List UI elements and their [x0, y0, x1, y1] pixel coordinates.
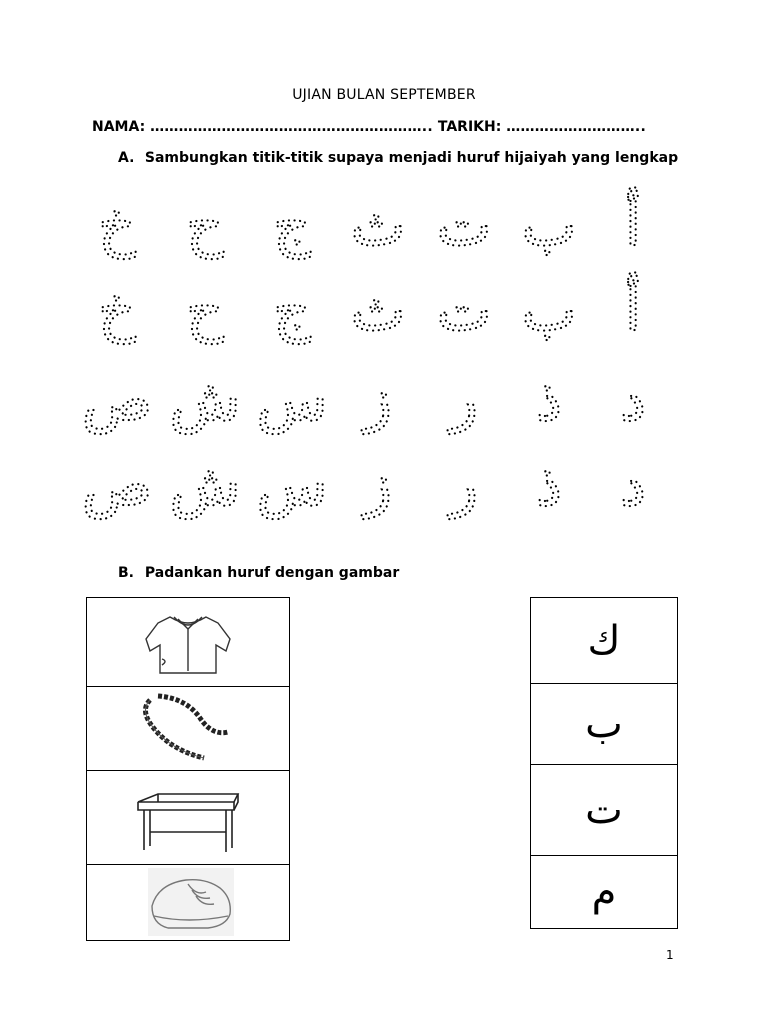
trace-letter: ذ	[536, 451, 562, 519]
picture-cell-shirt[interactable]	[87, 598, 290, 687]
name-label: NAMA:	[92, 119, 146, 135]
table-icon	[88, 772, 288, 863]
trace-letter: د	[620, 366, 646, 434]
section-b-instruction: Padankan huruf dengan gambar	[144, 565, 400, 581]
trace-letter: ش	[169, 366, 241, 434]
section-b-heading	[118, 565, 399, 581]
trace-letter: ج	[273, 191, 311, 259]
trace-letter: ح	[186, 191, 224, 259]
trace-letter: ح	[186, 276, 224, 344]
trace-letter: ز	[363, 451, 393, 519]
rope-icon	[88, 688, 288, 769]
trace-letter: س	[256, 366, 328, 434]
shoe-icon	[88, 866, 288, 939]
picture-cell-shoe[interactable]	[87, 865, 290, 941]
trace-letter: ث	[350, 191, 406, 259]
trace-letter: ت	[436, 276, 492, 344]
trace-letter: أ	[624, 276, 642, 344]
letter-table	[530, 597, 678, 929]
exam-title: UJIAN BULAN SEPTEMBER	[292, 87, 476, 103]
letter-cell-2[interactable]	[531, 684, 678, 765]
trace-letter: خ	[98, 191, 136, 259]
section-a-instruction: Sambungkan titik-titik supaya menjadi huruf hijaiyah yang lengkap	[144, 150, 679, 166]
trace-letter: ر	[449, 366, 479, 434]
trace-letter: ص	[81, 451, 153, 519]
picture-cell-table[interactable]	[87, 771, 290, 865]
trace-letter: ز	[363, 366, 393, 434]
match-letter: ب	[585, 701, 623, 747]
trace-letter: ج	[273, 276, 311, 344]
section-a-number: A.	[118, 150, 135, 166]
trace-letter: ت	[436, 191, 492, 259]
trace-letter: د	[620, 451, 646, 519]
page-number: 1	[666, 948, 674, 962]
match-letter: ت	[585, 787, 623, 833]
match-letter: م	[591, 869, 617, 915]
section-b-number: B.	[118, 565, 134, 581]
picture-table	[86, 597, 290, 941]
trace-letter: ر	[449, 451, 479, 519]
letter-cell-4[interactable]	[531, 856, 678, 929]
trace-letter: ش	[169, 451, 241, 519]
date-blank: ………………………..	[506, 119, 647, 135]
trace-letter: ب	[521, 276, 577, 344]
shirt-icon	[88, 599, 288, 685]
name-blank: …………………………………………………..	[150, 119, 433, 135]
date-label: TARIKH:	[437, 119, 502, 135]
letter-cell-1[interactable]	[531, 598, 678, 684]
trace-letter: خ	[98, 276, 136, 344]
trace-letter: ذ	[536, 366, 562, 434]
trace-letter: ث	[350, 276, 406, 344]
trace-letter: س	[256, 451, 328, 519]
picture-cell-rope[interactable]	[87, 687, 290, 771]
match-letter: ك	[587, 617, 621, 664]
trace-letter: ب	[521, 191, 577, 259]
trace-letter: أ	[624, 191, 642, 259]
letter-cell-3[interactable]	[531, 765, 678, 856]
trace-letter: ص	[81, 366, 153, 434]
